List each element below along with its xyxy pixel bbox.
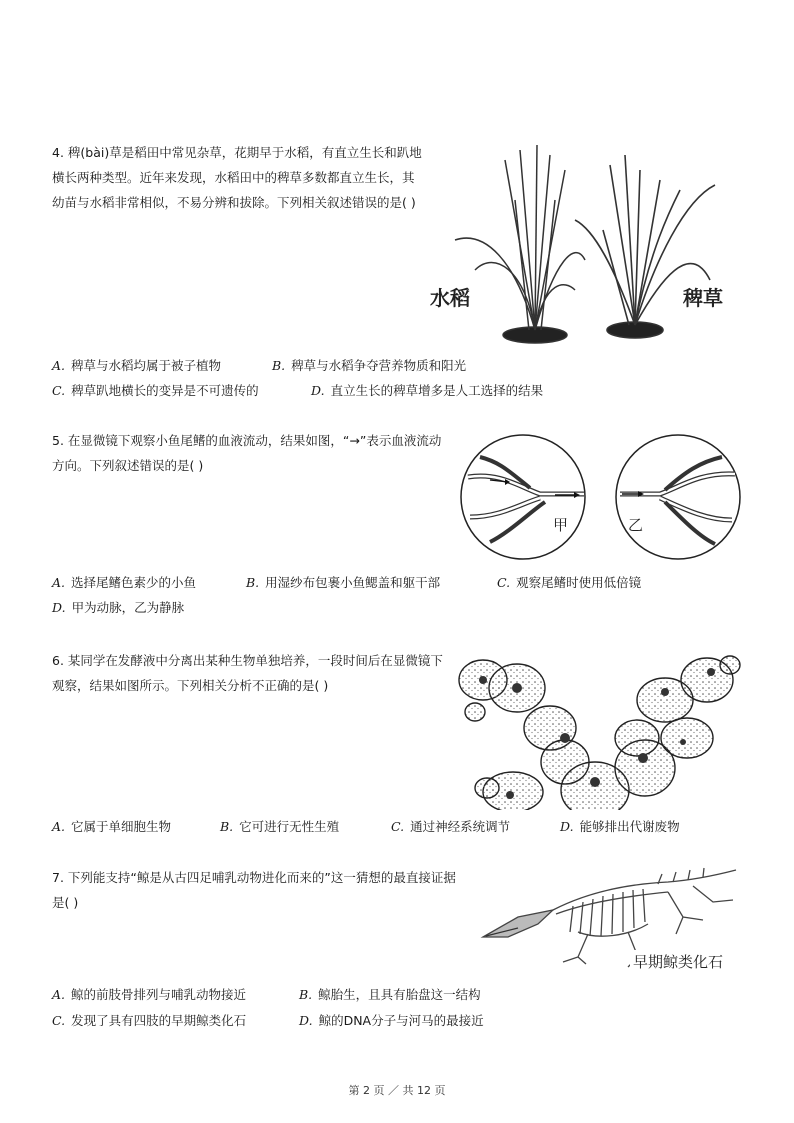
option-text: 观察尾鳍时使用低倍镜 <box>516 575 642 590</box>
option-text: 稗草与水稻争夺营养物质和阳光 <box>291 358 467 373</box>
whale-fossil-figure <box>478 862 743 977</box>
rice-plant-illustration <box>455 145 585 343</box>
option-5b[interactable] <box>246 573 440 591</box>
option-text: 鲸的前肢骨排列与哺乳动物接近 <box>71 987 247 1002</box>
option-7a[interactable] <box>52 985 246 1003</box>
barnyardgrass-plant-illustration <box>575 155 715 338</box>
option-text: 发现了具有四肢的早期鲸类化石 <box>71 1013 247 1028</box>
option-letter: C. <box>52 1013 66 1028</box>
option-text: 用湿纱布包裹小鱼鳃盖和躯干部 <box>265 575 441 590</box>
option-letter: B. <box>246 575 260 590</box>
option-5d[interactable] <box>52 598 184 616</box>
option-letter: A. <box>52 987 66 1002</box>
option-letter: D. <box>311 383 325 398</box>
question-number: 6. <box>52 653 64 668</box>
option-5c[interactable] <box>497 573 641 591</box>
option-4c[interactable] <box>52 381 259 399</box>
figure-label-barnyardgrass: 稗草 <box>683 286 723 310</box>
option-text: 它属于单细胞生物 <box>71 819 172 834</box>
option-letter: C. <box>52 383 66 398</box>
rice-barnyardgrass-figure <box>425 140 745 350</box>
figure-label-rice: 水稻 <box>430 286 470 310</box>
option-letter: B. <box>220 819 234 834</box>
option-letter: D. <box>560 819 574 834</box>
option-text: 能够排出代谢废物 <box>579 819 680 834</box>
yeast-cell-cluster <box>459 656 740 810</box>
option-letter: D. <box>52 600 66 615</box>
option-letter: A. <box>52 819 66 834</box>
question-stem: 稗(bài)草是稻田中常见杂草，花期早于水稻，有直立生长和趴地横长两种类型。近年来发现，水稻田中的稗草多数都直立生长，其幼苗与水稻非常相似，不易分辨和拔除。下列相关叙述错误的是( ) <box>52 145 422 210</box>
blood-vessel-figure <box>460 432 745 567</box>
question-number: 7. <box>52 870 64 885</box>
vessel-circle-yi <box>616 435 740 559</box>
option-text: 它可进行无性生殖 <box>239 819 340 834</box>
vessel-circle-jia <box>461 435 585 559</box>
option-text: 稗草与水稻均属于被子植物 <box>71 358 222 373</box>
option-text: 鲸胎生，且具有胎盘这一结构 <box>318 987 481 1002</box>
option-letter: D. <box>299 1013 313 1028</box>
option-7b[interactable] <box>299 985 481 1003</box>
option-7d[interactable] <box>299 1011 484 1029</box>
option-6a[interactable] <box>52 817 171 835</box>
question-7-text <box>52 865 457 915</box>
option-text: 直立生长的稗草增多是人工选择的结果 <box>330 383 544 398</box>
option-letter: C. <box>391 819 405 834</box>
figure-label-yi: 乙 <box>628 516 644 534</box>
option-6d[interactable] <box>560 817 680 835</box>
question-5-text <box>52 428 452 478</box>
question-number: 4. <box>52 145 64 160</box>
question-6-text <box>52 648 452 698</box>
option-text: 通过神经系统调节 <box>410 819 511 834</box>
option-letter: A. <box>52 575 66 590</box>
option-letter: B. <box>299 987 313 1002</box>
option-4a[interactable] <box>52 356 221 374</box>
option-7c[interactable] <box>52 1011 246 1029</box>
option-letter: B. <box>272 358 286 373</box>
figure-label-whale-fossil: 早期鲸类化石 <box>633 953 724 971</box>
yeast-cells-figure <box>455 650 745 810</box>
question-number: 5. <box>52 433 64 448</box>
question-stem: 在显微镜下观察小鱼尾鳍的血液流动，结果如图，“→”表示血液流动方向。下列叙述错误的是( ) <box>52 433 442 473</box>
option-text: 甲为动脉，乙为静脉 <box>71 600 185 615</box>
option-4d[interactable] <box>311 381 543 399</box>
option-text: 选择尾鳍色素少的小鱼 <box>71 575 197 590</box>
figure-label-jia: 甲 <box>553 516 569 534</box>
page-footer: 第 2 页 ／ 共 12 页 <box>348 1084 446 1097</box>
question-stem: 某同学在发酵液中分离出某种生物单独培养，一段时间后在显微镜下观察，结果如图所示。下列相关分析不正确的是( ) <box>52 653 443 693</box>
option-6c[interactable] <box>391 817 510 835</box>
option-letter: C. <box>497 575 511 590</box>
option-5a[interactable] <box>52 573 196 591</box>
option-text: 稗草趴地横长的变异是不可遗传的 <box>71 383 259 398</box>
option-4b[interactable] <box>272 356 466 374</box>
question-stem: 下列能支持“鲸是从古四足哺乳动物进化而来的”这一猜想的最直接证据是( ) <box>52 870 456 910</box>
option-6b[interactable] <box>220 817 339 835</box>
option-letter: A. <box>52 358 66 373</box>
question-4-text <box>52 140 422 215</box>
option-text: 鲸的DNA分子与河马的最接近 <box>318 1013 484 1028</box>
